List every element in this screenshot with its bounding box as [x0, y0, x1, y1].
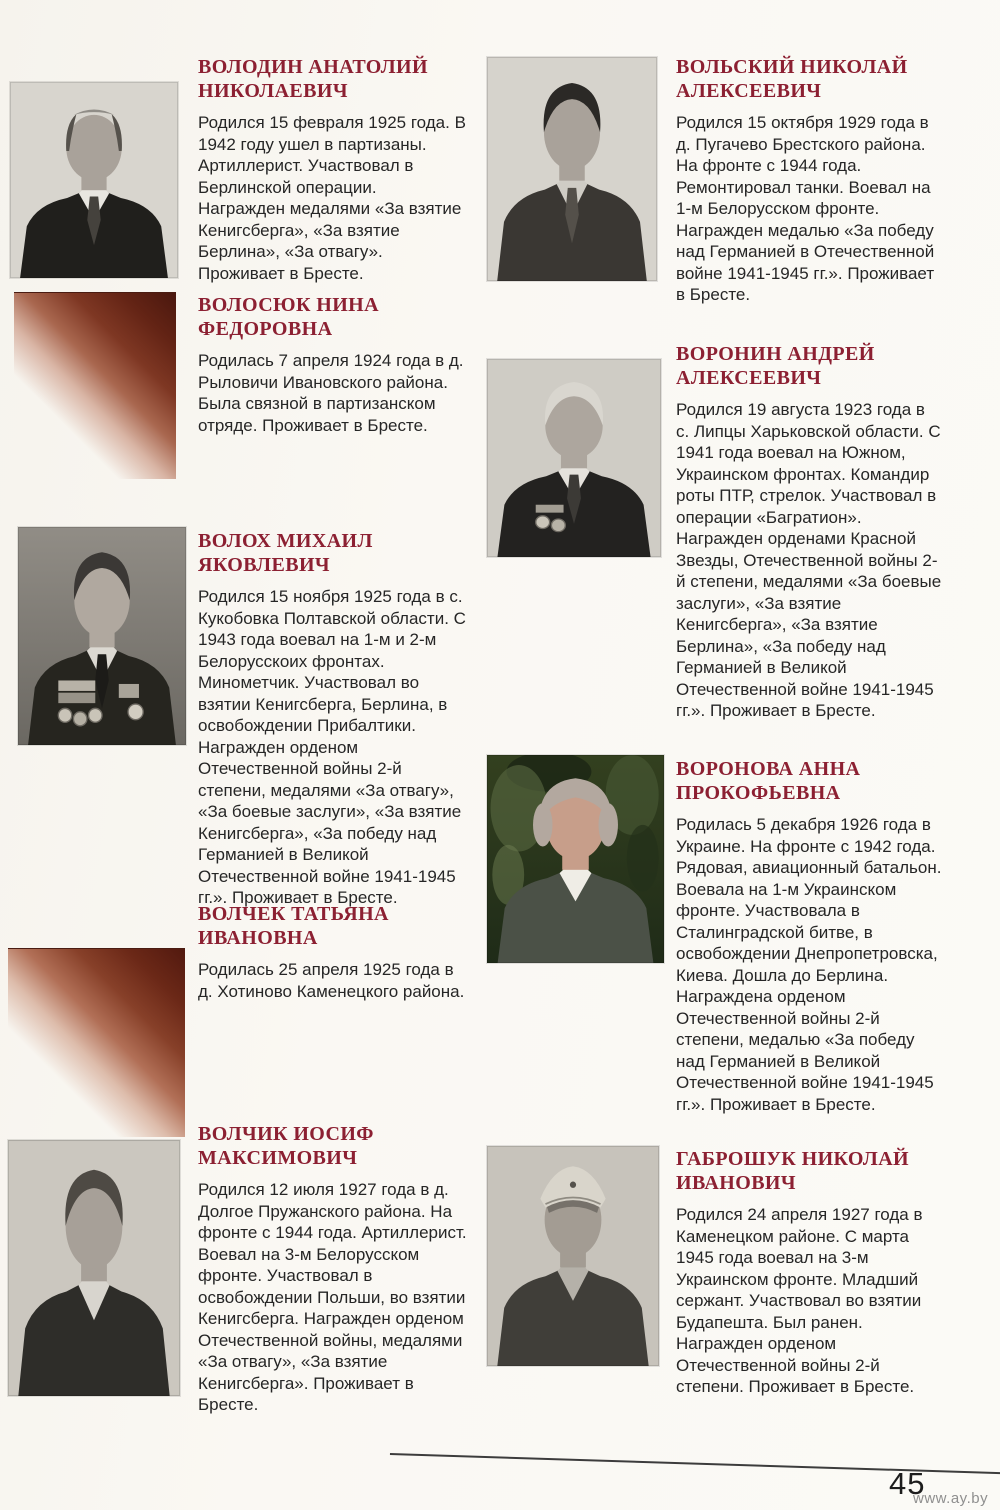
veteran-name	[676, 757, 942, 805]
veteran-entry	[198, 902, 466, 1002]
veteran-name-line: ВОЛОХ МИХАИЛ	[198, 530, 373, 552]
veteran-name-line: ВОЛЬСКИЙ НИКОЛАЙ	[676, 56, 908, 78]
veteran-entry	[676, 342, 942, 722]
veteran-bio: Родился 15 ноября 1925 года в с. Кукобовка Полтавской области. С 1943 года воевал на 1-м и 2-м Белорусскоих фронтах. Минометчик. Участвовал во взятии Кенигсберга, Берлина, в освобождении Прибалтики. Награжден орденом Отечественной войны 2-й степени, медалями «За отвагу», «За боевые заслуги», «За взятие Кенигсберга», «За победу над Германией в Великой Отечественной войне 1941-1945 гг.». Проживает в Бресте.	[198, 587, 466, 907]
veteran-name-line: АЛЕКСЕЕВИЧ	[676, 80, 822, 102]
veteran-bio: Родился 12 июля 1927 года в д. Долгое Пружанского района. На фронте с 1944 года. Артиллерист. Воевал на 3-м Белорусском фронте. Участвовал в освобождении Польши, во взятии Кенигсберга. Награжден орденом Отечественной войны, медалями «За отвагу», «За взятие Кенигсберга». Проживает в Бресте.	[198, 1180, 467, 1414]
veteran-entry	[198, 293, 466, 436]
veteran-name-line: ИВАНОВИЧ	[676, 1172, 796, 1194]
portrait-photo	[487, 755, 664, 963]
veteran-name	[198, 902, 466, 950]
veteran-bio: Родилась 7 апреля 1924 года в д. Рыловичи Ивановского района. Была связной в партизанском отряде. Проживает в Бресте.	[198, 351, 464, 435]
veteran-name-line: НИКОЛАЕВИЧ	[198, 80, 348, 102]
veteran-bio: Родилась 5 декабря 1926 года в Украине. На фронте с 1942 года. Рядовая, авиационный батальон. Воевала на 1-м Украинском фронте. Участвовала в Сталинградской битве, в освобождении Днепропетровска, Киева. Дошла до Берлина. Награждена орденом Отечественной войны 2-й степени, медалью «За победу над Германией в Великой Отечественной войне 1941-1945 гг.». Проживает в Бресте.	[676, 815, 942, 1114]
veteran-entry	[676, 757, 942, 1115]
portrait-photo	[10, 82, 178, 278]
veteran-name-line: ВОРОНОВА АННА	[676, 758, 861, 780]
veteran-name	[198, 293, 466, 341]
portrait-photo	[487, 1146, 659, 1366]
veteran-name	[198, 529, 466, 577]
veteran-name-line: ВОЛЧЕК ТАТЬЯНА	[198, 903, 389, 925]
veteran-name	[676, 342, 942, 390]
veteran-bio: Родился 24 апреля 1927 года в Каменецком районе. С марта 1945 года воевал на 3-м Украинском фронте. Младший сержант. Участвовал во взятии Будапешта. Был ранен. Награжден орденом Отечественной войны 2-й степени. Проживает в Бресте.	[676, 1205, 923, 1396]
veteran-entry	[198, 529, 466, 909]
veteran-name-line: ВОЛОСЮК НИНА	[198, 294, 379, 316]
veteran-name	[676, 1147, 942, 1195]
veteran-name-line: ВОРОНИН АНДРЕЙ	[676, 343, 875, 365]
ribbon-decoration	[8, 948, 185, 1137]
veteran-name-line: ГАБРОШУК НИКОЛАЙ	[676, 1148, 909, 1170]
veteran-bio: Родился 15 февраля 1925 года. В 1942 году ушел в партизаны. Артиллерист. Участвовал в Берлинской операции. Награжден медалями «За взятие Кенигсберга», «За взятие Берлина», «За отвагу». Проживает в Бресте.	[198, 113, 466, 283]
veteran-entry	[198, 1122, 472, 1416]
veteran-name	[198, 55, 466, 103]
veteran-name-line: МАКСИМОВИЧ	[198, 1147, 358, 1169]
veteran-name	[198, 1122, 472, 1170]
veteran-bio: Родилась 25 апреля 1925 года в д. Хотиново Каменецкого района.	[198, 960, 465, 1001]
veteran-entry	[676, 1147, 942, 1398]
page-number: 45	[889, 1466, 926, 1501]
veteran-name-line: ИВАНОВНА	[198, 927, 318, 949]
veteran-name-line: ПРОКОФЬЕВНА	[676, 782, 841, 804]
ribbon-decoration	[14, 292, 176, 479]
veteran-name-line: ВОЛЧИК ИОСИФ	[198, 1123, 374, 1145]
veteran-name-line: ВОЛОДИН АНАТОЛИЙ	[198, 56, 428, 78]
portrait-photo	[18, 527, 186, 745]
veteran-name-line: АЛЕКСЕЕВИЧ	[676, 367, 822, 389]
veteran-name-line: ФЕДОРОВНА	[198, 318, 333, 340]
veteran-name	[676, 55, 942, 103]
veteran-entry	[676, 55, 942, 306]
veteran-bio: Родился 19 августа 1923 года в с. Липцы Харьковской области. С 1941 года воевал на Южном, Украинском фронтах. Командир роты ПТР, стрелок. Участвовал в операции «Багратион». Награжден орденами Красной Звезды, Отечественной войны 2-й степени, медалями «За боевые заслуги», «За взятие Кенигсберга», «За взятие Берлина», «За победу над Германией в Великой Отечественной войне 1941-1945 гг.». Проживает в Бресте.	[676, 400, 942, 720]
veteran-bio: Родился 15 октября 1929 года в д. Пугачево Брестского района. На фронте с 1944 года. Ремонтировал танки. Воевал на 1-м Белорусском фронте. Награжден медалью «За победу над Германией в Отечественной войне 1941-1945 гг.». Проживает в Бресте.	[676, 113, 935, 304]
veteran-entry	[198, 55, 466, 284]
portrait-photo	[8, 1140, 180, 1396]
veteran-name-line: ЯКОВЛЕВИЧ	[198, 554, 330, 576]
portrait-photo	[487, 359, 661, 557]
watermark-text: www.ay.by	[913, 1490, 989, 1507]
portrait-photo	[487, 57, 657, 281]
